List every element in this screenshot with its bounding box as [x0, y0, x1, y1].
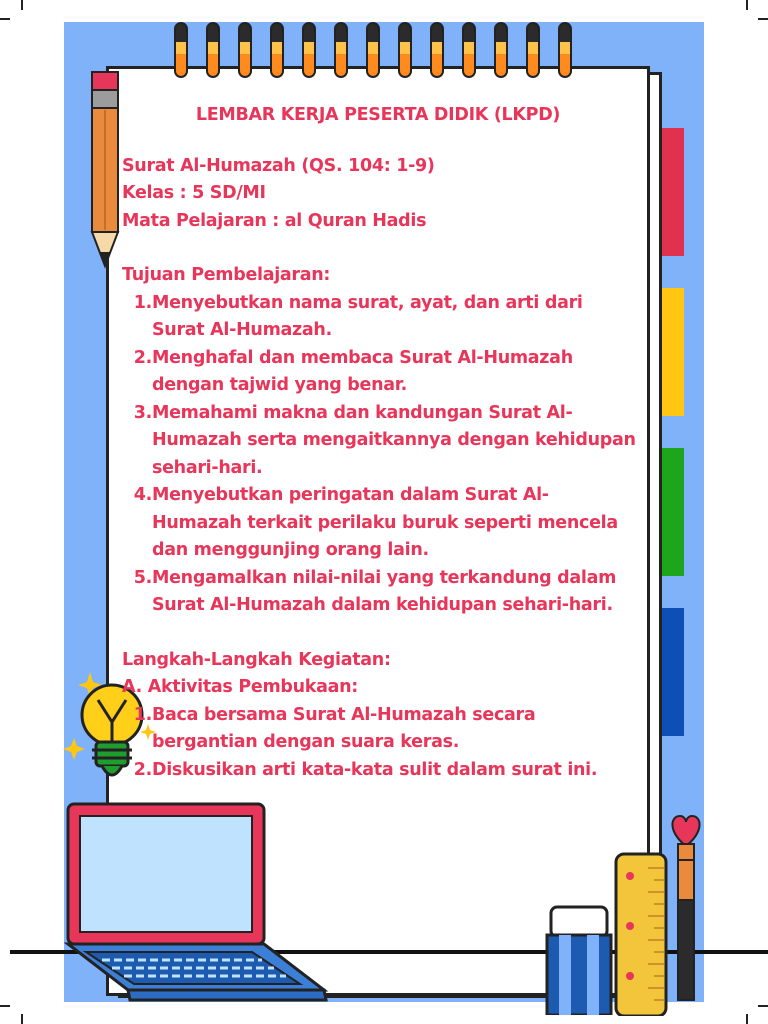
- section-a-heading: A. Aktivitas Pembukaan:: [122, 677, 358, 697]
- crop-mark: [0, 18, 10, 20]
- ruler-icon: [614, 852, 670, 1016]
- laptop-icon: [62, 800, 332, 1005]
- surah-info: Surat Al-Humazah (QS. 104: 1-9): [122, 155, 435, 176]
- heart-pencil-icon: [666, 812, 706, 1008]
- activities-list: [122, 702, 642, 785]
- objectives-heading: Tujuan Pembelajaran:: [122, 265, 331, 285]
- list-item: 2. Diskusikan arti kata-kata sulit dalam surat ini.: [133, 759, 598, 780]
- steps-heading: Langkah-Langkah Kegiatan:: [122, 649, 391, 670]
- class-info: Kelas : 5 SD/MI: [122, 183, 266, 203]
- worksheet-content: [122, 102, 642, 784]
- glue-icon: [545, 905, 615, 1015]
- subject-info: Mata Pelajaran : al Quran Hadis: [122, 210, 427, 231]
- list-item: 1. Baca bersama Surat Al-Humazah secara bergantian dengan suara keras.: [133, 704, 536, 752]
- crop-mark: [746, 0, 748, 10]
- worksheet-title: LEMBAR KERJA PESERTA DIDIK (LKPD): [195, 105, 561, 125]
- crop-mark: [0, 1005, 10, 1007]
- crop-mark: [758, 1005, 768, 1007]
- list-item: 4. Menyebutkan peringatan dalam Surat Al- Humazah terkait perilaku buruk seperti mencela dan menggunjing orang lain.: [133, 485, 618, 560]
- pencil-icon: [88, 70, 124, 270]
- objectives-list: [122, 290, 642, 620]
- crop-mark: [21, 0, 23, 10]
- list-item: 1. Menyebutkan nama surat, ayat, dan arti dari Surat Al-Humazah.: [133, 292, 583, 340]
- list-item: 2. Menghafal dan membaca Surat Al-Humazah dengan tajwid yang benar.: [133, 347, 573, 395]
- crop-mark: [758, 18, 768, 20]
- list-item: 3. Memahami makna dan kandungan Surat Al- Humazah serta mengaitkannya dengan kehidupan sehari-hari.: [133, 402, 636, 478]
- crop-mark: [746, 1014, 748, 1024]
- crop-mark: [21, 1014, 23, 1024]
- list-item: 5. Mengamalkan nilai-nilai yang terkandung dalam Surat Al-Humazah dalam kehidupan sehari-hari.: [133, 567, 617, 615]
